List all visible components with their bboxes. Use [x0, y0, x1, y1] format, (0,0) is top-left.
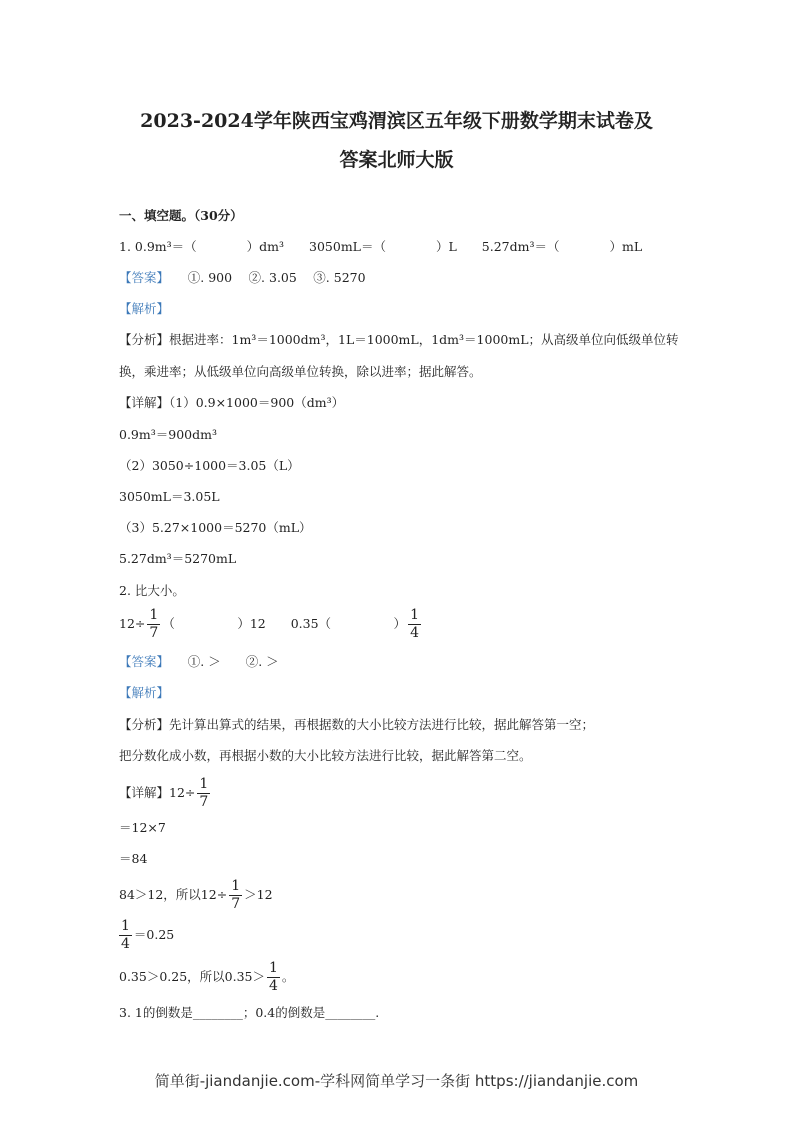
q2-step: ＝84: [119, 851, 148, 866]
q2-step: ＝12×7: [119, 820, 166, 835]
fraction: $\frac{1}{4}$: [410, 607, 419, 641]
footer-watermark: 简单街-jiandanjie.com-学科网简单学习一条街 https://jiandanjie.com: [154, 1072, 639, 1090]
answer-value: ①. ＞ ②. ＞: [187, 654, 279, 669]
q2-step: $\frac{1}{4}$ ＝0.25: [121, 918, 175, 952]
fraction: $\frac{1}{4}$: [269, 960, 278, 994]
q2-step: 0.35＞0.25，所以0.35＞ $\frac{1}{4}$ 。: [119, 960, 295, 994]
fraction: $\frac{1}{4}$: [121, 918, 130, 952]
answer-label: 【答案】: [119, 654, 163, 669]
fraction: $\frac{1}{7}$: [149, 607, 159, 641]
q2-expression: [119, 607, 423, 642]
q1-step: 0.9m³＝900dm³: [119, 427, 217, 442]
title-line-1: 2023-2024学年陕西宝鸡渭滨区五年级下册数学期末试卷及: [140, 110, 653, 132]
q2-step: 84＞12，所以12÷ $\frac{1}{7}$ ＞12: [119, 878, 273, 912]
q1-analysis-1: 【分析】根据进率：1m³＝1000dm³，1L＝1000mL，1dm³＝1000mL；从高级单位向低级单位转: [119, 332, 679, 347]
q2-step: 【详解】12÷ $\frac{1}{7}$: [119, 776, 209, 810]
q1-step: （2）3050÷1000＝3.05（L）: [119, 458, 300, 473]
analysis-label: 【解析】: [119, 685, 170, 700]
fraction: $\frac{1}{7}$: [199, 776, 209, 810]
answer-value: ①. 900 ②. 3.05 ③. 5270: [187, 270, 366, 285]
q2-analysis-2: 把分数化成小数，再根据小数的大小比较方法进行比较，据此解答第二空。: [119, 748, 532, 763]
q1-step: （3）5.27×1000＝5270（mL）: [119, 520, 312, 535]
q1-step: 【详解】（1）0.9×1000＝900（dm³）: [119, 395, 345, 410]
q2-text: 2. 比大小。: [119, 583, 185, 598]
title-line-2: 答案北师大版: [339, 149, 454, 171]
q1-text: 1. 0.9m³＝（ ）dm³ 3050mL＝（ ）L 5.27dm³＝（ ）mL: [119, 239, 643, 254]
q1-answer: [119, 269, 366, 287]
analysis-label: 【解析】: [119, 301, 170, 316]
expr-text: 12÷: [119, 616, 146, 631]
q3-text: 3. 1的倒数是________；0.4的倒数是________.: [119, 1005, 380, 1020]
fraction: $\frac{1}{7}$: [231, 878, 241, 912]
q1-analysis-2: 换，乘进率；从低级单位向高级单位转换，除以进率；据此解答。: [119, 364, 482, 379]
q1-step: 5.27dm³＝5270mL: [119, 551, 237, 566]
q2-analysis-1: 【分析】先计算出算式的结果，再根据数的大小比较方法进行比较，据此解答第一空；: [119, 717, 595, 732]
section-heading: 一、填空题。（30分）: [119, 208, 243, 223]
answer-label: 【答案】: [119, 270, 163, 285]
expr-text: （ ）12 0.35（ ）: [162, 616, 407, 631]
q1-step: 3050mL＝3.05L: [119, 489, 220, 504]
q2-answer: [119, 653, 279, 671]
